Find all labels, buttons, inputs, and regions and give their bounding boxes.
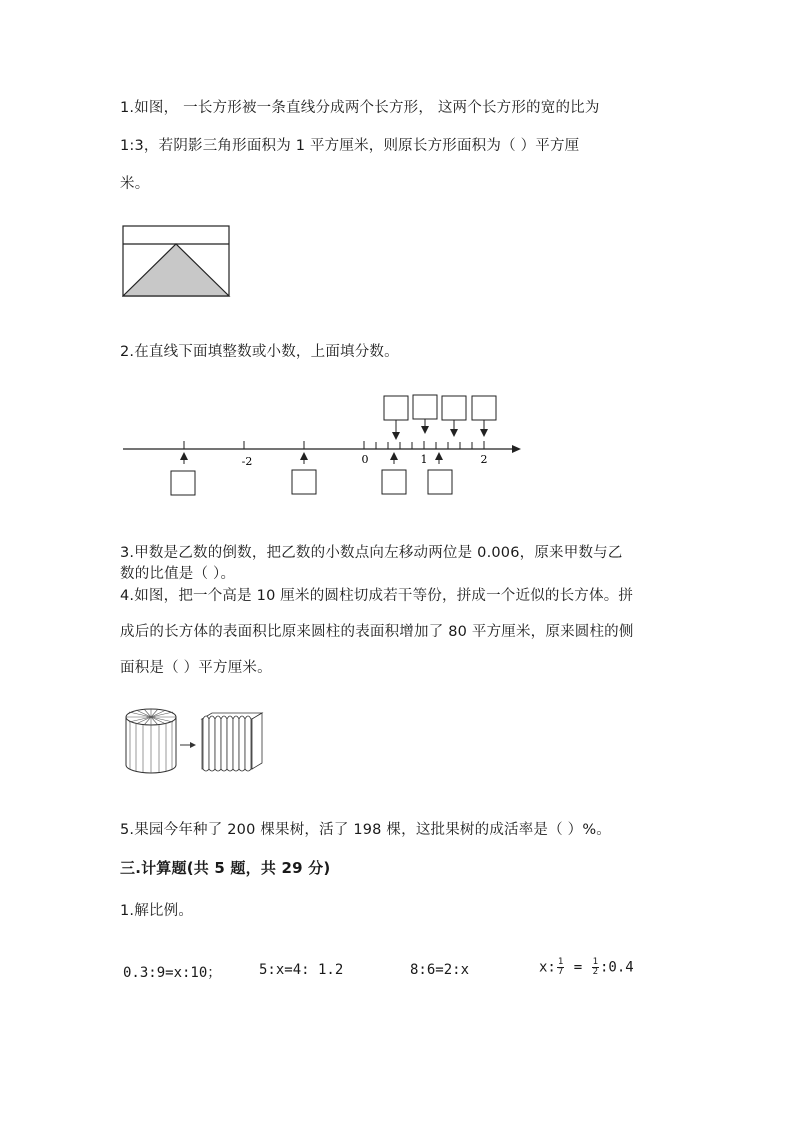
equation-1: 0.3:9=x:10； xyxy=(123,965,222,981)
q4-line1: 4.如图，把一个高是 10 厘米的圆柱切成若干等份，拼成一个近似的长方体。拼 xyxy=(120,588,634,604)
tick-label: 0 xyxy=(361,453,369,466)
eq4-prefix: x: xyxy=(539,959,556,976)
answer-box-top xyxy=(472,396,496,420)
rectangle-triangle-figure xyxy=(122,225,232,299)
pointer-arrowhead xyxy=(480,429,488,437)
q2-text: 2.在直线下面填整数或小数，上面填分数。 xyxy=(120,344,399,360)
answer-box-bottom xyxy=(292,470,316,494)
q3-line2: 数的比值是（ ）。 xyxy=(120,566,236,582)
number-line-arrowhead xyxy=(512,445,521,453)
fraction-numerator: 1 xyxy=(557,957,564,967)
fraction-1-7 xyxy=(557,958,564,977)
equation-4 xyxy=(539,958,634,977)
q4-line3: 面积是（ ）平方厘米。 xyxy=(120,660,272,676)
right-arrow-icon xyxy=(180,742,196,748)
answer-box-top xyxy=(442,396,466,420)
equation-2: 5:x=4: 1.2 xyxy=(259,962,344,978)
number-line-figure xyxy=(118,390,528,500)
pointer-arrowhead xyxy=(390,452,398,460)
answer-box-top xyxy=(413,395,437,419)
cylinder-icon xyxy=(126,709,176,773)
fraction-denominator: 2 xyxy=(592,967,598,977)
q5-text: 5.果园今年种了 200 棵果树，活了 198 棵，这批果树的成活率是（ ）%。 xyxy=(120,822,612,838)
c1-text: 1.解比例。 xyxy=(120,903,194,919)
section3-heading: 三.计算题(共 5 题，共 29 分) xyxy=(120,859,331,877)
answer-box-bottom xyxy=(428,470,452,494)
eq4-suffix: :0.4 xyxy=(600,959,634,976)
pointer-arrowhead xyxy=(180,452,188,460)
pointer-arrowhead xyxy=(421,426,429,434)
q1-line3: 米。 xyxy=(120,176,150,192)
equation-3: 8:6=2:x xyxy=(410,962,470,978)
eq4-mid: = xyxy=(565,959,591,976)
pointer-arrowhead xyxy=(435,452,443,460)
q1-line1: 1.如图， 一长方形被一条直线分成两个长方形， 这两个长方形的宽的比为 xyxy=(120,100,600,116)
answer-box-top xyxy=(384,396,408,420)
tick-label: 2 xyxy=(480,453,488,466)
q3-line1: 3.甲数是乙数的倒数，把乙数的小数点向左移动两位是 0.006，原来甲数与乙 xyxy=(120,545,623,561)
q4-line2: 成后的长方体的表面积比原来圆柱的表面积增加了 80 平方厘米，原来圆柱的侧 xyxy=(120,624,634,640)
answer-box-bottom xyxy=(171,471,195,495)
tick-label: 1 xyxy=(420,453,428,466)
q1-line2: 1:3，若阴影三角形面积为 1 平方厘米，则原长方形面积为（ ）平方厘 xyxy=(120,138,580,154)
pointer-arrowhead xyxy=(300,452,308,460)
pointer-arrowhead xyxy=(450,429,458,437)
pointer-arrowhead xyxy=(392,432,400,440)
fraction-denominator: 7 xyxy=(557,967,564,977)
fraction-1-2 xyxy=(592,958,599,977)
cuboid-slices-icon xyxy=(202,713,262,771)
cylinder-to-cuboid-figure xyxy=(120,705,270,785)
answer-box-bottom xyxy=(382,470,406,494)
fraction-numerator: 1 xyxy=(592,957,598,967)
tick-label: -2 xyxy=(241,455,253,468)
